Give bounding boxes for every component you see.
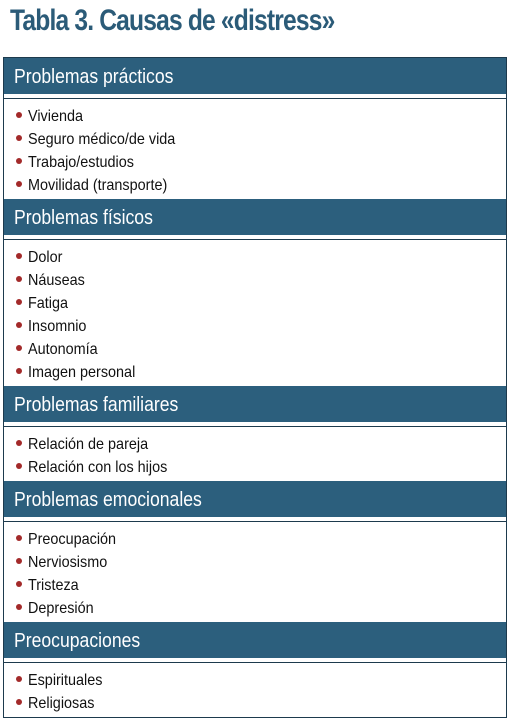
- list-item: Fatiga: [16, 292, 506, 315]
- bullet-icon: [16, 440, 22, 446]
- list-item: Tristeza: [16, 574, 506, 597]
- list-item: Movilidad (transporte): [16, 174, 506, 197]
- list-item: Relación con los hijos: [16, 456, 506, 479]
- bullet-icon: [16, 368, 22, 374]
- bullet-icon: [16, 699, 22, 705]
- list-item: Dolor: [16, 246, 506, 269]
- distress-causes-table: [3, 57, 507, 718]
- section-header: Problemas físicos: [4, 199, 506, 239]
- section-concerns: [4, 622, 506, 717]
- table-title: Tabla 3. Causas de «distress»: [10, 4, 335, 37]
- section-items: [4, 98, 506, 199]
- bullet-icon: [16, 112, 22, 118]
- section-items: [4, 662, 506, 717]
- list-item: Imagen personal: [16, 361, 506, 384]
- bullet-icon: [16, 135, 22, 141]
- bullet-icon: [16, 276, 22, 282]
- bullet-icon: [16, 581, 22, 587]
- bullet-icon: [16, 345, 22, 351]
- section-physical-problems: [4, 199, 506, 386]
- list-item: Relación de pareja: [16, 433, 506, 456]
- list-item: Preocupación: [16, 528, 506, 551]
- section-items: [4, 521, 506, 622]
- bullet-icon: [16, 676, 22, 682]
- list-item: Depresión: [16, 597, 506, 620]
- bullet-icon: [16, 322, 22, 328]
- bullet-icon: [16, 181, 22, 187]
- bullet-icon: [16, 253, 22, 259]
- list-item: Trabajo/estudios: [16, 151, 506, 174]
- list-item: Insomnio: [16, 315, 506, 338]
- bullet-icon: [16, 535, 22, 541]
- list-item: Religiosas: [16, 692, 506, 715]
- section-practical-problems: [4, 58, 506, 199]
- list-item: Nerviosismo: [16, 551, 506, 574]
- section-header: Problemas familiares: [4, 386, 506, 426]
- list-item: Náuseas: [16, 269, 506, 292]
- list-item: Vivienda: [16, 105, 506, 128]
- section-header: Problemas emocionales: [4, 481, 506, 521]
- section-family-problems: [4, 386, 506, 481]
- list-item: Autonomía: [16, 338, 506, 361]
- bullet-icon: [16, 558, 22, 564]
- section-header: Preocupaciones: [4, 622, 506, 662]
- list-item: Seguro médico/de vida: [16, 128, 506, 151]
- section-header: Problemas prácticos: [4, 58, 506, 98]
- bullet-icon: [16, 299, 22, 305]
- bullet-icon: [16, 463, 22, 469]
- section-items: [4, 426, 506, 481]
- section-items: [4, 239, 506, 386]
- bullet-icon: [16, 604, 22, 610]
- section-emotional-problems: [4, 481, 506, 622]
- bullet-icon: [16, 158, 22, 164]
- list-item: Espirituales: [16, 669, 506, 692]
